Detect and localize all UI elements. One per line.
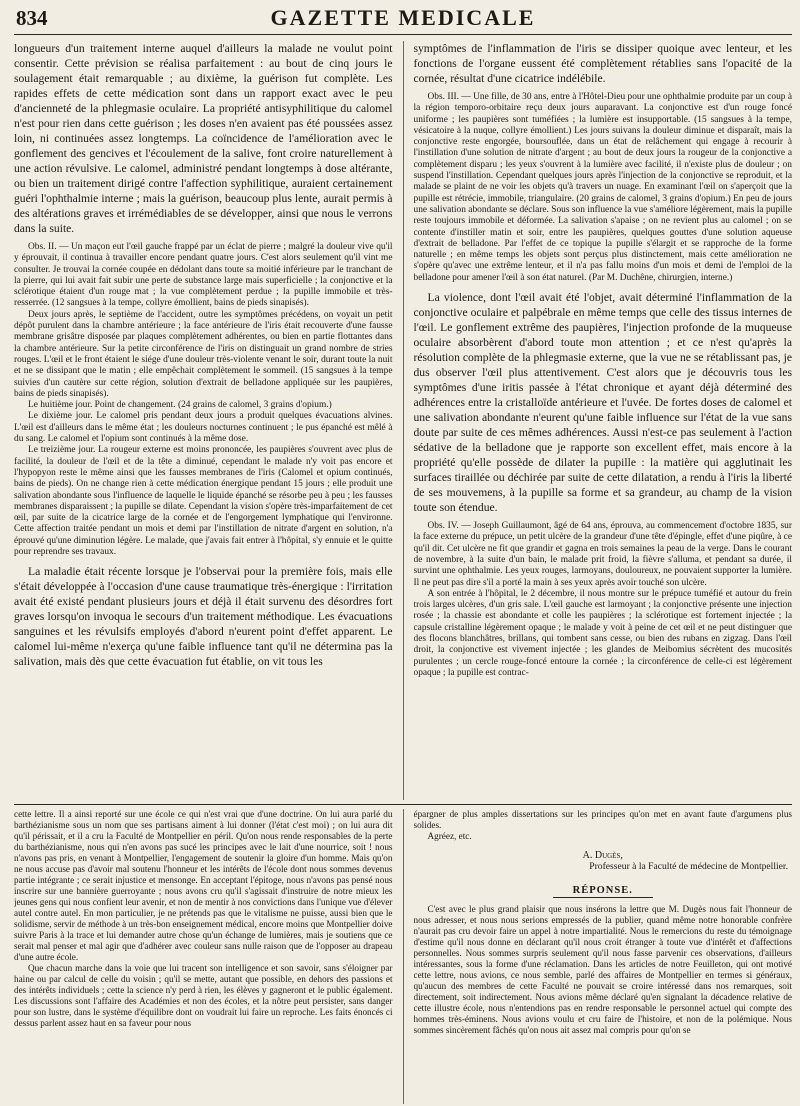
article-columns [14, 41, 792, 800]
feuilleton-columns [14, 809, 792, 1104]
paragraph: La maladie était récente lorsque je l'observai pour la première fois, mais elle s'était développée à l'occasion d'une cause traumatique très-énergique : l'irritation avait été existé pendant plusieurs jours et déjà il était survenu des désordres fort graves lorsqu'on invoqua le secours d'un traitement méthodique. Les évacuations sanguines et les révulsifs employés d'abord n'eurent point d'effet apparent. Le calomel lui-même n'exerça qu'une faible influence tant qu'il ne détermina pas la salivation, mais dès que cette évacuation fut établie, on vit tous les [14, 565, 393, 669]
observation-4-continued: A son entrée à l'hôpital, le 2 décembre, il nous montre sur le prépuce tuméfié et autour du frein trois larges ulcères, d'un gris sale. L'œil gauche est larmoyant ; la conjonctive présente une injection rosée ; la chassie est abondante et colle les paupières ; la sclérotique est fortement injectée ; la capsule cristalline légèrement opaque ; le malade y voit à peine de cet œil et ne peut distinguer que des flocons blanchâtres, brillans, qui tombent sans cesse, ou bien des rubans en zigzag. Dans l'œil droit, la conjonctive est vivement injectée ; les glandes de Meibomius sécrètent des mucosités purulentes ; un cercle rouge-foncé entoure la cornée ; la circonférence de celle-ci est légèrement opaque ; la pupille est contrac- [413, 588, 792, 678]
feuilleton-right-column [414, 809, 793, 1104]
observation-2-day13: Le treizième jour. La rougeur externe est moins prononcée, les paupières s'ouvrent avec plus de facilité, la douleur de l'œil et de la tête a diminué, cependant le malade n'y voit pas encore et l'hypopyon reste le même ainsi que les fausses membranes de l'iris (Calomel et opium continués, bains de pieds). On ne change rien à cette médication énergique pendant 15 jours ; elle produit une salivation abondante sous l'influence de laquelle le liquide épanché se résorbe peu à peu ; les fausses membranes disparaissent ; la pupille se dilate. Cependant la vision s'opère très-imparfaitement de cet œil, par suite de la cicatrice large de la cornée et de l'engorgement lymphatique qui l'environne. Cette affection traitée pendant un mois et demi par l'instillation de nitrate d'argent en solution, n'a éprouvé qu'une diminution légère. Le malade, que j'avais fait entrer à l'hôpital, s'y ennuie et le quitte pour reprendre ses travaux. [14, 445, 393, 558]
letter-text: cette lettre. Il a ainsi reporté sur une école ce qui n'est vrai que d'une doctrine. On lui aura parlé du barthézianisme sous un nom que ses partisans aiment à lui donner (l'état c'est moi) ; on lui aura dit qu'il périssait, et il a cru la Faculté de Montpellier en péril. Qu'on nous rende responsables de la perte du barthézianisme, nous qui n'en avons pas sucé les principes avec le lait d'une nourrice, soit ! nous n'avons pas pris, en venant à Montpellier, l'engagement de soutenir la gloire d'un homme. Mais qu'on ne nous accuse pas d'avoir mal soutenu l'honneur et les intérêts de l'école dont nous sommes devenus partie intégrante ; ce serait injustice et mensonge. En acceptant l'épitoge, nous n'avons pas pensé nous inscrire sur une bannière guerroyante ; nous avons cru qu'il s'agissait d'instruire de notre mieux les jeunes gens qui nous confient leur avenir, et non de mentir à nos convictions dans l'unique vue d'élever autel contre autel. En mon particulier, je ne prétends pas que le vitalisme ne puisse, aussi bien que le solidisme, servir de méthode à un très-bon enseignement médical, encore moins que Montpellier doive suivre Paris à la trace et lui demander autre chose qu'un échange de lumières, mais je soutiens que ce serait mal penser et mal agir que d'adhérer avec couleur sans nulle raison que de l'opposer au drapeau d'une autre école. [14, 809, 393, 962]
page-number: 834 [16, 6, 48, 30]
reponse-heading [414, 885, 793, 896]
letter-closing: Agréez, etc. [427, 831, 472, 841]
right-column [414, 41, 793, 800]
paragraph: longueurs d'un traitement interne auquel d'ailleurs la malade ne voulut point consentir. Cette prévision se réalisa parfaitement : au bout de cinq jours le soulagement était remarquable ; au dixième, la guérison fut complète. Les rapides effets de cette médication sont dans un rapport exact avec le peu d'ancienneté de la phlegmasie oculaire. La propriété antisyphilitique du calomel n'est pour rien dans cette guérison ; les doses n'en avaient pas été poussées assez loin, ni continuées assez longtemps. La coïncidence de l'amélioration avec le gonflement des gencives et l'écoulement de la salive, font croire naturellement à une action révulsive. Le calomel, administré pendant longtemps à dose altérante, ou bien un traitement dirigé contre l'affection syphilitique, auraient certainement guéri l'ophthalmie interne ; mais la guérison, beaucoup plus lente, aurait permis à des altérations graves et irrémédiables de se développer, ainsi que nous le verrons dans la suite. [14, 42, 393, 235]
signature-title: Professeur à la Faculté de médecine de Montpellier. [589, 861, 788, 872]
page-header [14, 4, 792, 35]
observation-2-day8: Le huitième jour. Point de changement. (24 grains de calomel, 3 grains d'opium.) [28, 400, 332, 411]
reponse-title: RÉPONSE. [553, 885, 653, 898]
observation-2: Obs. II. — Un maçon eut l'œil gauche frappé par un éclat de pierre ; malgré la douleur vive qu'il y éprouvait, il continua à travailler encore pendant quatre jours. C'est alors seulement qu'il vint me consulter. Je trouvai la cornée coupée en dédolant dans toute sa moitié inférieure par le tranchant de la pierre, qui lui avait fait subir une perte de substance large mais superficielle ; la conjonctive et la sclérotique étaient d'un rouge mat ; la vue complètement perdue ; la pupille immobile et très-resserrée. (12 sangsues à la tempe, collyre émollient, bains de pieds sinapisés). [14, 242, 393, 309]
column-divider [403, 41, 404, 800]
observation-2-day10: Le dixième jour. Le calomel pris pendant deux jours a produit quelques évacuations alvines. L'œil est d'ailleurs dans le même état ; les douleurs nocturnes continuent ; le pus épanché est mêlé à du sang. Le calomel et l'opium sont continués à la même dose. [14, 411, 393, 445]
letter-text: épargner de plus amples dissertations sur les principes qu'on met en avant faute d'argumens plus solides. [413, 809, 792, 830]
feuilleton-left-column [14, 809, 393, 1104]
observation-4: Obs. IV. — Joseph Guillaumont, âgé de 64 ans, éprouva, au commencement d'octobre 1835, sur la face externe du prépuce, un petit ulcère de la grandeur d'une tête d'épingle, effet d'une piqûre, à ce qu'il dit. Cet ulcère ne fit que grandir et gagna en trois semaines la peau de la verge. Dans le courant de novembre, à la suite d'un bain, le malade prit froid, la fièvre s'alluma, et pendant sa durée, il survint une ophthalmie. Les yeux rouges, larmoyans, douloureux, ne pouvaient supporter la lumière. Il ne peut pas dire s'il a porté la main à ses yeux après avoir touché son ulcère. [413, 521, 792, 588]
observation-2-continued: Deux jours après, le septième de l'accident, outre les symptômes précédens, on voyait un petit dépôt purulent dans la chambre antérieure ; la face antérieure de l'iris était recouverte d'une fausse membrane grisâtre disposée par plaques complètement adhérentes, ou bien en partie flottantes dans la chambre antérieure. Sur la petite circonférence de l'iris on distinguait un grand nombre de stries rouges. L'œil et le front étaient le siége d'une douleur très-violente venant le soir, durant toute la nuit et ne se dissipant que le matin ; elle empêchait complètement le sommeil. (15 sangsues à la tempe suivies d'un cautère sur cette région, solution d'extrait de belladone appliquée sur les paupières, bains de pieds sinapisés). [14, 309, 393, 399]
left-column [14, 41, 393, 800]
paragraph: symptômes de l'inflammation de l'iris se dissiper quoique avec lenteur, et les fonctions de l'organe eussent été complètement rétablies sans l'opacité de la cornée, résultat d'une cicatrice indélébile. [413, 42, 792, 85]
observation-3: Obs. III. — Une fille, de 30 ans, entre à l'Hôtel-Dieu pour une ophthalmie produite par un coup à la région temporo-orbitaire reçu deux jours auparavant. La conjonctive est d'un rouge foncé uniforme ; les paupières sont tuméfiées ; la lumière est insupportable. (15 sangsues à la tempe, vésicatoire à la nuque, collyre émollient.) Les jours suivans la douleur diminue et disparaît, mais la conjonctive reste engorgée, boursouflée, dans un état de relâchement qui engage à recourir à l'instillation d'une solution de nitrate d'argent ; au bout de deux jours la rougeur de la conjonctive a complètement disparu ; les yeux s'ouvrent à la lumière avec facilité, il n'existe plus de douleur ; on suspend l'instillation. Cependant quelques jours après l'injection de la conjonctive se reproduit, et la malade se plaint de ne voir les objets qu'à travers un nuage. En examinant l'œil on s'aperçoit que la pupille est rétrécie, immobile, triangulaire. (20 grains de calomel, 3 grains d'opium.) En peu de jours une salivation abondante se déclare. Sous son influence la vue s'améliore légèrement, mais la pupille reste toujours immobile et déformée. La salivation s'apaise ; on ne revient plus au calomel ; on se contente d'instiller matin et soir, entre les paupières, quelques gouttes d'une solution aqueuse d'extrait de belladone. Par l'effet de ce topique la pupille s'élargit et se rapproche de la forme naturelle ; en même temps les objets sont perçus plus distinctement, mais cette amélioration ne s'opère qu'avec une extrême lenteur, et il n'a pas fallu moins d'un mois et demi de l'emploi de la belladone pour amener l'œil à son état naturel. (Par M. Duchêne, chirurgien, interne.) [413, 92, 792, 283]
signature-name: A. Dugès, [582, 850, 623, 861]
column-divider [403, 809, 404, 1104]
reponse-text: C'est avec le plus grand plaisir que nous insérons la lettre que M. Dugès nous fait l'honneur de nous adresser, et nous nous serions empressés de la publier, quand même notre honorable confrère n'aurait pas cru devoir faire un appel à notre impartialité. Nous le remercions du reste du témoignage d'estime qu'il nous donne en déclarant qu'il nous croit étranger à toute vue d'intérêt et d'affections personnelles. Nous sommes surpris seulement qu'il nous fasse parvenir ces observations, d'ailleurs intéressantes, sous la forme d'une réclamation. Dans les articles de notre Feuilleton, qui ont motivé cette lettre, nous avions, ce nous semble, parlé des affaires de Montpellier en termes si généraux, qu'aucun des membres de cette Faculté ne pouvait se croire intéressé dans nos remarques, soit directement, soit indirectement. Nous avions même déclaré qu'en signalant la décadence relative de cette illustre école, nous n'entendions pas en rendre responsable le personnel actuel qui compte des hommes très-éminens. Nous avions voulu et cru faire de l'histoire, et non de la polémique. Nous sommes sincèrement fâchés qu'on nous ait assez mal compris pour qu'on se [413, 904, 792, 1035]
letter-text: Que chacun marche dans la voie que lui tracent son intelligence et son savoir, sans s'éloigner par haine ou par calcul de celle du voisin ; qu'il se mette, autant que possible, en dehors des passions et des intérêts individuels ; cette la science n'y perd à rien, les élèves y gagneront et le public également. Les discussions sont l'affaire des Académies et non des écoles, et la nôtre peut persister, sans danger pour son lustre, dans le système d'équilibre dont on voudrait lui faire un reproche. Les faits énoncés ci dessus parlent assez haut en sa faveur pour nous [14, 963, 393, 1028]
section-rule [14, 804, 792, 805]
masthead-title: GAZETTE MEDICALE [270, 5, 536, 30]
paragraph: La violence, dont l'œil avait été l'objet, avait déterminé l'inflammation de la conjonctive oculaire et palpébrale en même temps que celle des tissus internes de l'œil. Le gonflement extrême des paupières, l'injection profonde de la muqueuse oculaire absorbèrent d'abord toute mon attention ; et ce n'est qu'après la résolution complète de la phlegmasie externe, que la vue ne se rétablissant pas, je dus observer l'œil plus attentivement. C'est alors que je découvris tous les symptômes d'une iritis passée à l'état chronique et ayant déjà déterminé des adhérences entre la cristalloïde antérieure et l'uvée. De fortes doses de calomel et une salivation abondante n'eurent qu'une faible influence sur l'état de la vue sans doute par suite de ces mêmes adhérences. Aussi n'est-ce pas seulement à l'action sédative de la belladone que je rapporte son excellent effet, mais encore à la propriété qu'elle possède de dilater la pupille : la matière qui agglutinait les surfaces tiraillée ou déchirée par suite de cette dilatation, a rendu à l'iris la liberté de ses mouvemens, à la pupille sa forme et sa grandeur, au champ de la vision toute son étendue. [413, 291, 792, 515]
